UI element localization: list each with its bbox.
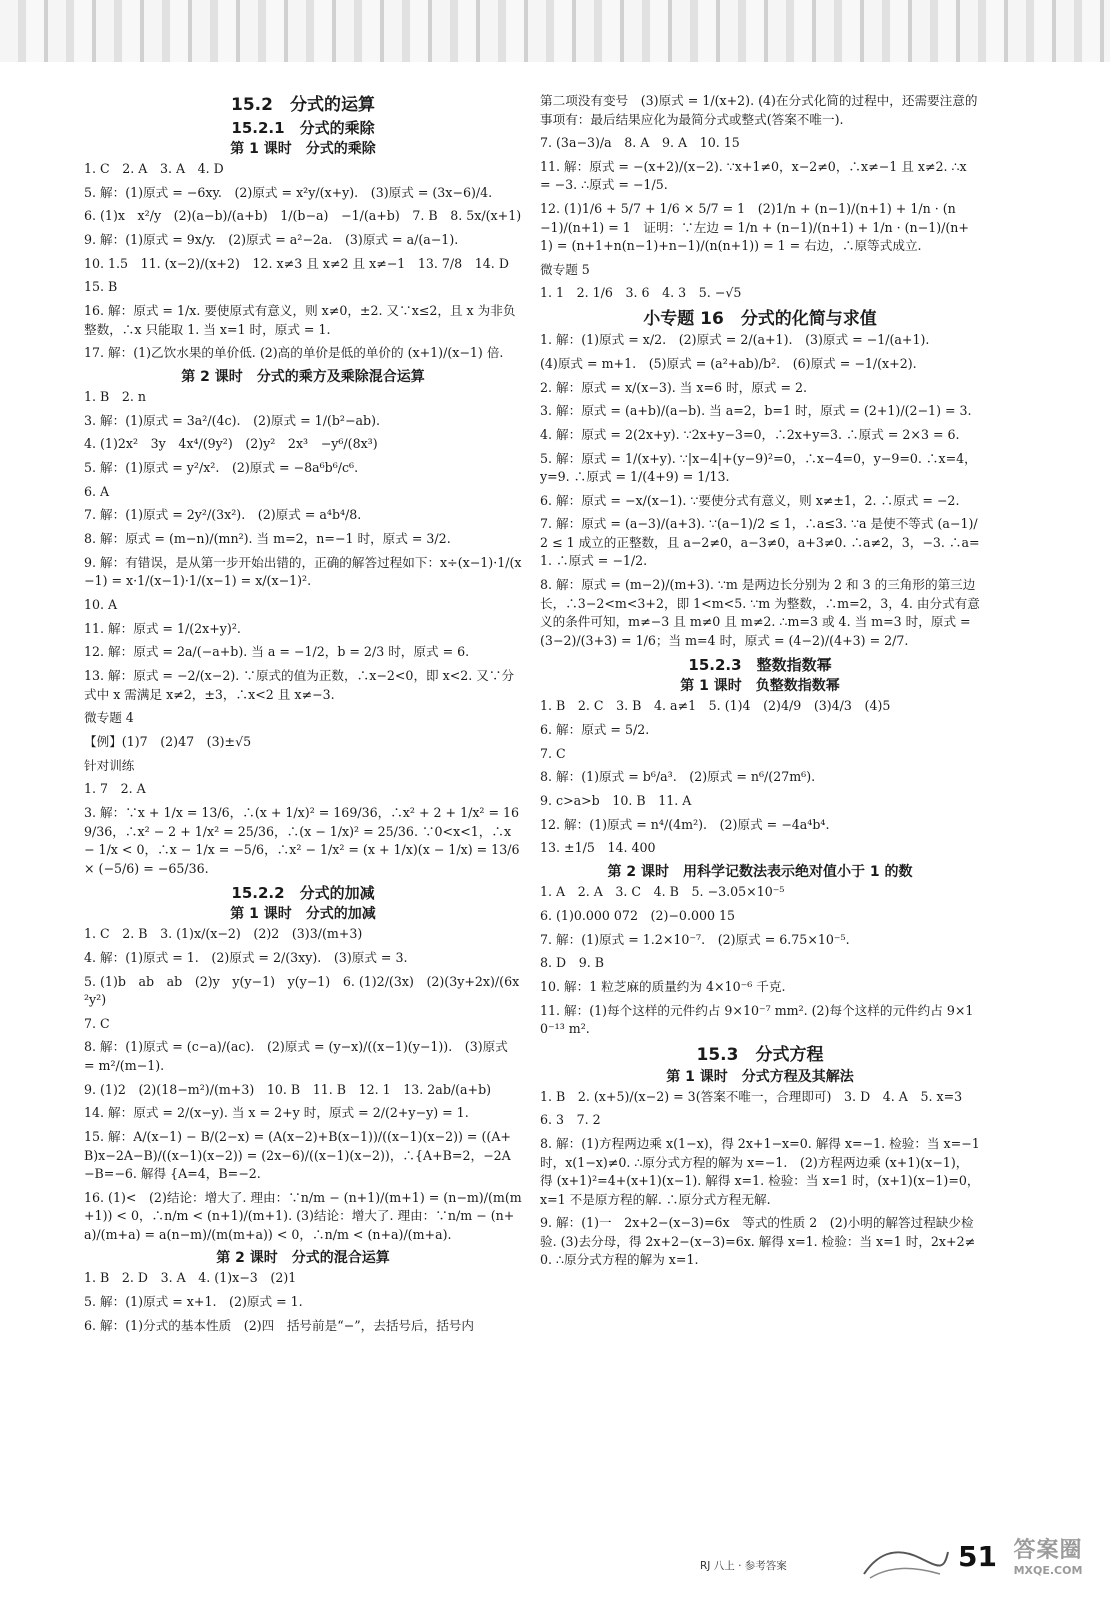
answer-line: 7. 解：(1)原式 = 1.2×10⁻⁷. (2)原式 = 6.75×10⁻⁵. — [540, 931, 850, 947]
answer-line: 5. 解：原式 = 1/(x+y). ∵|x−4|+(y−9)²=0，∴x−4=0，y−9=0. ∴x=4，y=9. ∴原式 = 1/(4+9) = 1/13. — [540, 450, 977, 485]
answer-line: 12. 解：(1)原式 = n⁴/(4m²). (2)原式 = −4a⁴b⁴. — [540, 816, 830, 832]
section-heading: 15.3 分式方程 — [696, 1044, 824, 1065]
answer-line: 9. c>a>b 10. B 11. A — [540, 793, 692, 809]
answer-line: 16. (1)< (2)结论：增大了. 理由：∵n/m − (n+1)/(m+1) = (n−m)/(m(m+1)) < 0，∴n/m < (n+1)/(m+1). (3)结论：增大了. 理由：∵n/m − (n+a)/(m+a) = a(n−m)/(m(m+a)) < 0，∴n/m < (n+a)/(m+a). — [84, 1189, 522, 1242]
answer-line: 6. 3 7. 2 — [540, 1112, 601, 1128]
right-column — [540, 92, 984, 1275]
answer-line: 15. 解：A/(x−1) − B/(2−x) = (A(x−2)+B(x−1))/((x−1)(x−2)) = ((A+B)x−2A−B)/((x−1)(x−2)) = (2x−6)/((x−1)(x−2))，∴{A+B=2，−2A−B=−6. 解得 {A=4，B=−2. — [84, 1129, 511, 1181]
answer-line: 6. 解：原式 = 5/2. — [540, 722, 650, 737]
answer-line: 4. (1)2x² 3y 4x⁴/(9y²) (2)y² 2x³ −y⁶/(8x³) — [84, 436, 378, 452]
answer-line: 3. 解：原式 = (a+b)/(a−b). 当 a=2，b=1 时，原式 = (2+1)/(2−1) = 3. — [540, 403, 972, 419]
answer-line: 13. ±1/5 14. 400 — [540, 840, 656, 856]
answer-line: 7. C — [540, 745, 566, 761]
answer-line: 1. C 2. A 3. A 4. D — [84, 161, 224, 176]
answer-line: 1. C 2. B 3. (1)x/(x−2) (2)2 (3)3/(m+3) — [84, 926, 363, 942]
answer-line: 针对训练 — [84, 757, 135, 773]
watermark-logo — [1000, 1538, 1096, 1584]
page-number: 51 — [958, 1540, 997, 1573]
answer-line: 8. 解：(1)方程两边乘 x(1−x)，得 2x+1−x=0. 解得 x=−1. 检验：当 x=−1 时，x(1−x)≠0. ∴原分式方程的解为 x=−1. (2)方程两边乘 (x+1)(x−1)，得 (x+1)²=4+(x+1)(x−1). 解得 x=1. 检验：当 x=1 时，(x+1)(x−1)=0，x=1 不是原方程的解. ∴原分式方程无解. — [540, 1136, 984, 1207]
answer-line: 6. 解：原式 = −x/(x−1). ∵要使分式有意义，则 x≠±1，2. ∴原式 = −2. — [540, 492, 960, 508]
answer-line: 第二项没有变号 (3)原式 = 1/(x+2). (4)在分式化简的过程中，还需要注意的事项有：最后结果应化为最简分式或整式(答案不唯一). — [540, 93, 978, 127]
watermark-top: 答案圈 — [1013, 1538, 1083, 1563]
answer-line: (4)原式 = m+1. (5)原式 = (a²+ab)/b². (6)原式 = −1/(x+2). — [540, 355, 917, 371]
answer-line: 8. D 9. B — [540, 955, 604, 971]
answer-line: 6. (1)x x²/y (2)(a−b)/(a+b) 1/(b−a) −1/(a+b) 7. B 8. 5x/(x+1) — [84, 208, 522, 224]
answer-line: 1. 7 2. A — [84, 781, 146, 797]
answer-line: 6. A — [84, 483, 110, 499]
section-heading: 小专题 16 分式的化简与求值 — [643, 309, 877, 330]
answer-line: 1. 1 2. 1/6 3. 6 4. 3 5. −√5 — [540, 285, 742, 301]
answer-line: 1. B 2. (x+5)/(x−2) = 3(答案不唯一，合理即可) 3. D 4. A 5. x=3 — [540, 1088, 963, 1104]
section-heading: 第 1 课时 分式的加减 — [230, 906, 376, 923]
answer-line: 5. (1)b ab ab (2)y y(y−1) y(y−1) 6. (1)2/(3x) (2)(3y+2x)/(6x²y²) — [84, 973, 520, 1008]
answer-line: 5. 解：(1)原式 = x+1. (2)原式 = 1. — [84, 1294, 303, 1310]
section-heading: 第 1 课时 分式方程及其解法 — [666, 1068, 854, 1085]
answer-line: 10. A — [84, 597, 118, 612]
brand-swoosh-icon — [860, 1544, 950, 1582]
answer-line: 1. 解：(1)原式 = x/2. (2)原式 = 2/(a+1). (3)原式 = −1/(a+1). — [540, 332, 930, 348]
answer-line: 12. (1)1/6 + 5/7 + 1/6 × 5/7 = 1 (2)1/n + (n−1)/(n+1) + 1/n · (n−1)/(n+1) = 1 证明：∵左边 = 1/n + (n−1)/(n+1) + 1/n · (n−1)/(n+1) = (n+1+n(n−1)+n−1)/(n(n+1)) = 1 = 右边，∴原等式成立. — [540, 201, 969, 254]
answer-line: 7. C — [84, 1015, 110, 1031]
section-heading: 15.2.2 分式的加减 — [231, 884, 375, 903]
answer-line: 1. B 2. n — [84, 389, 146, 404]
section-heading: 第 2 课时 用科学记数法表示绝对值小于 1 的数 — [607, 864, 913, 881]
answer-line: 3. 解：(1)原式 = 3a²/(4c). (2)原式 = 1/(b²−ab). — [84, 412, 380, 428]
answer-line: 14. 解：原式 = 2/(x−y). 当 x = 2+y 时，原式 = 2/(2+y−y) = 1. — [84, 1105, 469, 1121]
answer-line: 7. 解：(1)原式 = 2y²/(3x²). (2)原式 = a⁴b⁴/8. — [84, 507, 362, 523]
answer-line: 11. 解：原式 = −(x+2)/(x−2). ∵x+1≠0，x−2≠0，∴x≠−1 且 x≠2. ∴x = −3. ∴原式 = −1/5. — [540, 158, 971, 193]
footer-label: RJ 八上 · 参考答案 — [700, 1560, 787, 1572]
answer-line: 8. 解：原式 = (m−n)/(mn²). 当 m=2，n=−1 时，原式 = 3/2. — [84, 531, 451, 547]
scan-header-band — [0, 0, 1110, 62]
section-heading: 15.2.1 分式的乘除 — [231, 119, 375, 137]
answer-line: 12. 解：原式 = 2a/(−a+b). 当 a = −1/2，b = 2/3 时，原式 = 6. — [84, 644, 470, 660]
answer-line: 微专题 4 — [84, 710, 134, 726]
answer-line: 9. 解：有错误，是从第一步开始出错的，正确的解答过程如下：x÷(x−1)·1/(x−1) = x·1/(x−1)·1/(x−1) = x/(x−1)². — [84, 554, 522, 589]
answer-line: 7. 解：原式 = (a−3)/(a+3). ∵(a−1)/2 ≤ 1，∴a≤3. ∵a 是使不等式 (a−1)/2 ≤ 1 成立的正整数，且 a−2≠0，a−3≠0，a+3≠0. ∴a≠2，3，−3. ∴a=1. ∴原式 = −1/2. — [540, 516, 980, 569]
left-column — [84, 92, 522, 1340]
answer-line: 1. A 2. A 3. C 4. B 5. −3.05×10⁻⁵ — [540, 884, 785, 900]
answer-line: 15. B — [84, 279, 118, 295]
answer-line: 8. 解：原式 = (m−2)/(m+3). ∵m 是两边长分别为 2 和 3 的三角形的第三边长，∴3−2<m<3+2，即 1<m<5. ∵m 为整数，∴m=2，3，4. 由分式有意义的条件可知，m≠−3 且 m≠0 且 m≠2. ∴m=3 或 4. 当 m=3 时，原式 = (3−2)/(3+3) = 1/6；当 m=4 时，原式 = (4−2)/(4+3) = 2/7. — [540, 577, 980, 648]
answer-line: 8. 解：(1)原式 = (c−a)/(ac). (2)原式 = (y−x)/((x−1)(y−1)). (3)原式 = m²/(m−1). — [84, 1039, 512, 1073]
watermark-bottom: MXQE.COM — [1013, 1564, 1083, 1577]
answer-line: 17. 解：(1)乙饮水果的单价低. (2)高的单价是低的单价的 (x+1)/(x−1) 倍. — [84, 345, 504, 361]
answer-line: 8. 解：(1)原式 = b⁶/a³. (2)原式 = n⁶/(27m⁶). — [540, 769, 816, 785]
answer-line: 4. 解：原式 = 2(2x+y). ∵2x+y−3=0，∴2x+y=3. ∴原式 = 2×3 = 6. — [540, 426, 960, 442]
answer-line: 7. (3a−3)/a 8. A 9. A 10. 15 — [540, 135, 740, 151]
page-footer — [700, 1538, 1100, 1584]
answer-line: 10. 解：1 粒芝麻的质量约为 4×10⁻⁶ 千克. — [540, 978, 786, 994]
answer-line: 微专题 5 — [540, 261, 590, 277]
answer-line: 6. (1)0.000 072 (2)−0.000 15 — [540, 907, 736, 923]
answer-line: 1. B 2. D 3. A 4. (1)x−3 (2)1 — [84, 1270, 297, 1286]
section-heading: 第 2 课时 分式的混合运算 — [216, 1250, 390, 1267]
answer-line: 9. 解：(1)一 2x+2−(x−3)=6x 等式的性质 2 (2)小明的解答过程缺少检验. (3)去分母，得 2x+2−(x−3)=6x. 解得 x=1. 检验：当 x=1 时，2x+2≠0. ∴原分式方程的解为 x=1. — [540, 1215, 976, 1268]
answer-line: 4. 解：(1)原式 = 1. (2)原式 = 2/(3xy). (3)原式 = 3. — [84, 949, 408, 965]
answer-line: 13. 解：原式 = −2/(x−2). ∵原式的值为正数，∴x−2<0，即 x<2. 又∵分式中 x 需满足 x≠2，±3，∴x<2 且 x≠−3. — [84, 668, 515, 702]
answer-line: 6. 解：(1)分式的基本性质 (2)四 括号前是“−”，去括号后，括号内 — [84, 1317, 474, 1333]
answer-line: 1. B 2. C 3. B 4. a≠1 5. (1)4 (2)4/9 (3)4/3 (4)5 — [540, 698, 891, 714]
answer-line: 11. 解：(1)每个这样的元件约占 9×10⁻⁷ mm². (2)每个这样的元件约占 9×10⁻¹³ m². — [540, 1002, 974, 1037]
answer-line: 11. 解：原式 = 1/(2x+y)². — [84, 620, 241, 636]
section-heading: 第 1 课时 分式的乘除 — [230, 141, 376, 157]
answer-line: 9. 解：(1)原式 = 9x/y. (2)原式 = a²−2a. (3)原式 = a/(a−1). — [84, 232, 459, 248]
section-heading: 第 1 课时 负整数指数幂 — [680, 678, 840, 695]
answer-line: 【例】(1)7 (2)47 (3)±√5 — [84, 733, 252, 749]
answer-line: 3. 解：∵x + 1/x = 13/6，∴(x + 1/x)² = 169/36，∴x² + 2 + 1/x² = 169/36，∴x² − 2 + 1/x² = 25/36，∴(x − 1/x)² = 25/36. ∵0<x<1，∴x − 1/x < 0，∴x − 1/x = −5/6，∴x² − 1/x² = (x + 1/x)(x − 1/x) = 13/6 × (−5/6) = −65/36. — [84, 805, 524, 876]
answer-line: 5. 解：(1)原式 = −6xy. (2)原式 = x²y/(x+y). (3)原式 = (3x−6)/4. — [84, 184, 493, 200]
answer-line: 16. 解：原式 = 1/x. 要使原式有意义，则 x≠0，±2. 又∵x≤2，且 x 为非负整数，∴x 只能取 1. 当 x=1 时，原式 = 1. — [84, 303, 516, 337]
answer-line: 9. (1)2 (2)(18−m²)/(m+3) 10. B 11. B 12. 1 13. 2ab/(a+b) — [84, 1081, 492, 1097]
section-heading: 15.2.3 整数指数幂 — [688, 656, 832, 675]
answer-line: 5. 解：(1)原式 = y²/x². (2)原式 = −8a⁶b⁶/c⁶. — [84, 460, 359, 476]
section-heading: 15.2 分式的运算 — [231, 95, 375, 115]
answer-line: 10. 1.5 11. (x−2)/(x+2) 12. x≠3 且 x≠2 且 x≠−1 13. 7/8 14. D — [84, 255, 509, 271]
section-heading: 第 2 课时 分式的乘方及乘除混合运算 — [181, 369, 425, 385]
answer-line: 2. 解：原式 = x/(x−3). 当 x=6 时，原式 = 2. — [540, 379, 808, 395]
